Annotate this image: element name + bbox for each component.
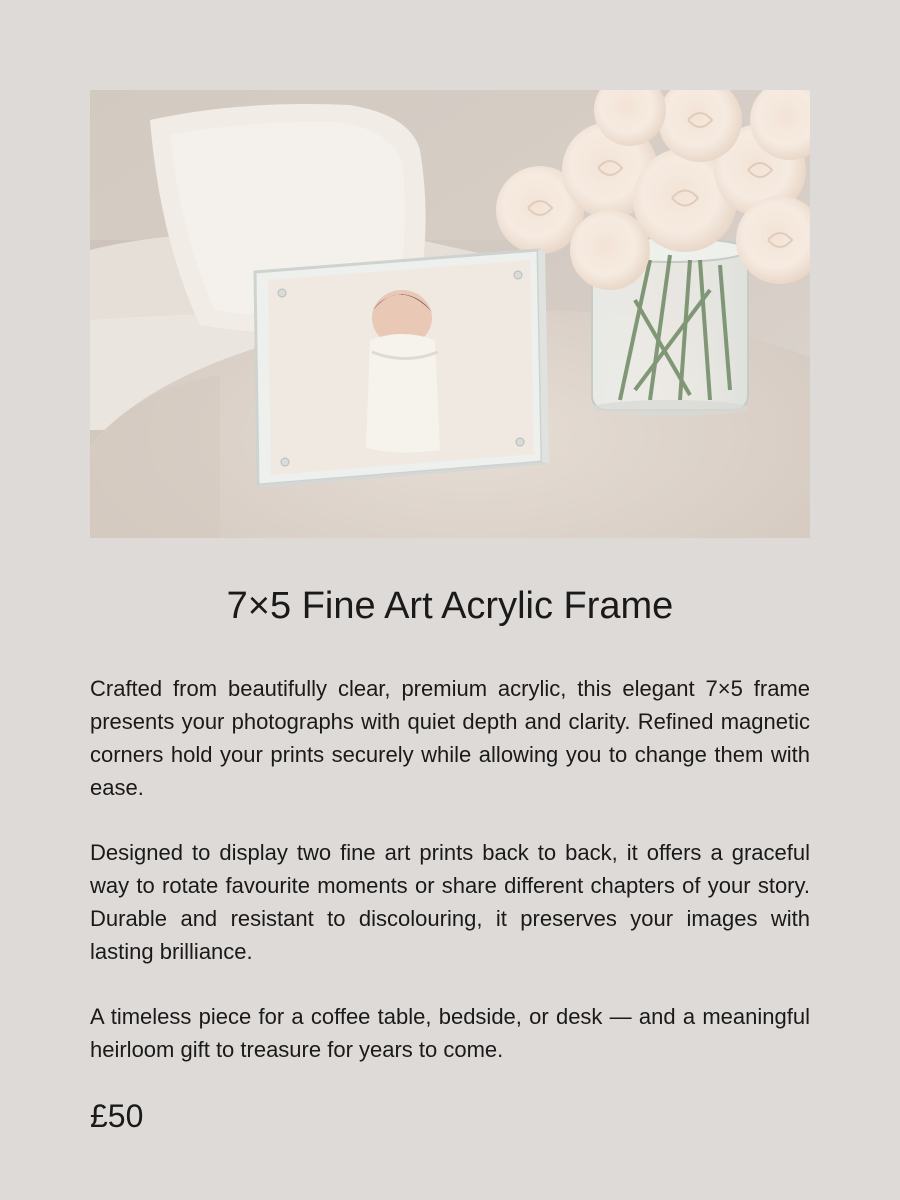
description-paragraph: A timeless piece for a coffee table, bedside, or desk — and a meaningful heirloom gift to treasure for years to come.: [90, 1004, 810, 1062]
description-paragraph: Designed to display two fine art prints back to back, it offers a graceful way to rotate favourite moments or share different chapters of your story. Durable and resistant to discolouring, it preserves your images with lasting brilliance.: [90, 840, 810, 964]
product-photo: [90, 90, 810, 538]
product-price: £50: [90, 1098, 144, 1134]
description-paragraph: Crafted from beautifully clear, premium acrylic, this elegant 7×5 frame presents your photographs with quiet depth and clarity. Refined magnetic corners hold your prints securely while allowing you to change them with ease.: [90, 676, 810, 800]
product-description: [90, 672, 810, 1098]
product-title: 7×5 Fine Art Acrylic Frame: [226, 585, 674, 627]
